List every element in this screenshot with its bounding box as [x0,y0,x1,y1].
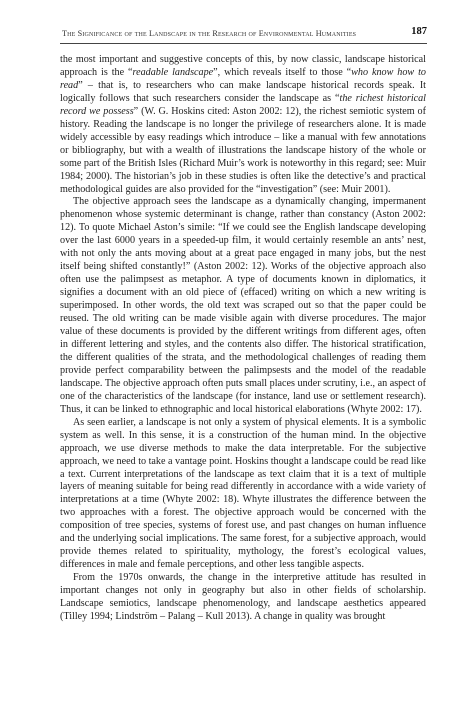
paragraph-2: The objective approach sees the landscape as a dynamically changing, impermanent phenomenon whose systemic determinant is change, rather than constancy (Aston 2002: 12). To quote Michael Aston’s simile: “If we could see the English landscape developing over the last 6000 years in a speeded-up film, it would certainly resemble an ants’ nest, with not only the ants moving about at a great pace engaged in many jobs, but the nest itself being shifted constantly!” (Aston 2002: 12). Works of the objective approach also often use the palimpsest as metaphor. A type of documents known in diplomatics, it signifies a document with an old piece of (effaced) writing on which a new writing is superimposed. In other words, the old text was scraped out so that the paper could be reused. The old writing can be made visible again with diverse procedures. The major value of these documents is provided by the different writings from different ages, often in different lettering and styles, and the contents also differ. The historical stratification, the different qualities of the strata, and the methodological challenges of reading them provide perfect comparability between the palimpsests and the model of the readable landscape. The objective approach often puts small places under scrutiny, i.e., an aspect of one of the characteristics of the landscape (for instance, land use or settlement research). Thus, it can be linked to ethnographic and local historical elaborations (Whyte 2002: 17). [60,196,426,415]
paragraph-3: As seen earlier, a landscape is not only a system of physical elements. It is a symbolic system as well. In this sense, it is a construction of the human mind. In the objective approach, we use diverse methods to make the data interpretable. For the subjective approach, we need to take a vantage point. Hoskins thought a landscape could be read like a text. Current interpretations of the landscape as text claim that it is a text of multiple layers of meaning suitable for being read differently in accordance with a wide variety of interpretations at a time (Whyte 2002: 18). Whyte illustrates the difference between the two approaches with a forest. The objective approach would be concerned with the composition of tree species, systems of forest use, and past changes on human influence and the underlying social implications. The same forest, for a subjective approach, would provide themes related to spirituality, mythology, the forest’s ecological values, differences in male and female perceptions, and other less tangible aspects. [60,416,426,571]
paragraph-1-emphasis-readable-landscape: readable landscape [132,66,214,78]
running-header [60,26,427,42]
paragraph-1-emphasis-know-how-to-read: who know how to read [60,66,426,91]
paragraph-1-emphasis-richest-record: the richest historical record we possess [60,92,426,117]
header-rule [60,43,427,44]
paragraph-4: From the 1970s onwards, the change in the interpretive attitude has resulted in important changes not only in geography but also in other fields of scholarship. Landscape semiotics, landscape phenomenology, and landscape aesthetics appeared (Tilley 1994; Lindström – Palang – Kull 2013). A change in quality was brought [60,572,426,622]
paragraph-1-text-d: ” (W. G. Hoskins cited: Aston 2002: 12), the richest semiotic system of history. Reading the landscape is no longer the privilege of researchers alone. It is made widely accessible by easy readings which introduce – like a manual with few annotations or bibliography, but with a wealth of illustrations the landscape history of the whole or some part of the British Isles (Richard Muir’s work is noteworthy in this regard; see: Muir 1984; 2000). The historian’s job in these studies is often like the detective’s and practical methodological guides are also provided for the “investigation” (see: Muir 2001). [60,105,426,195]
paragraph-1-text-a: the most important and suggestive concepts of this, by now classic, landscape historical approach is the “ [60,54,426,78]
page-number: 187 [411,26,427,37]
paragraph-1-text-b: ”, which reveals itself to those “ [213,66,352,78]
running-title: The Significance of the Landscape in the Research of Environmental Humanities [62,29,357,38]
paragraph-1 [60,54,426,196]
paragraph-1-text-c: ” – that is, to researchers who can make landscape historical records speak. It logically follows that such researchers consider the landscape as “ [60,79,426,104]
body-text [60,54,426,624]
